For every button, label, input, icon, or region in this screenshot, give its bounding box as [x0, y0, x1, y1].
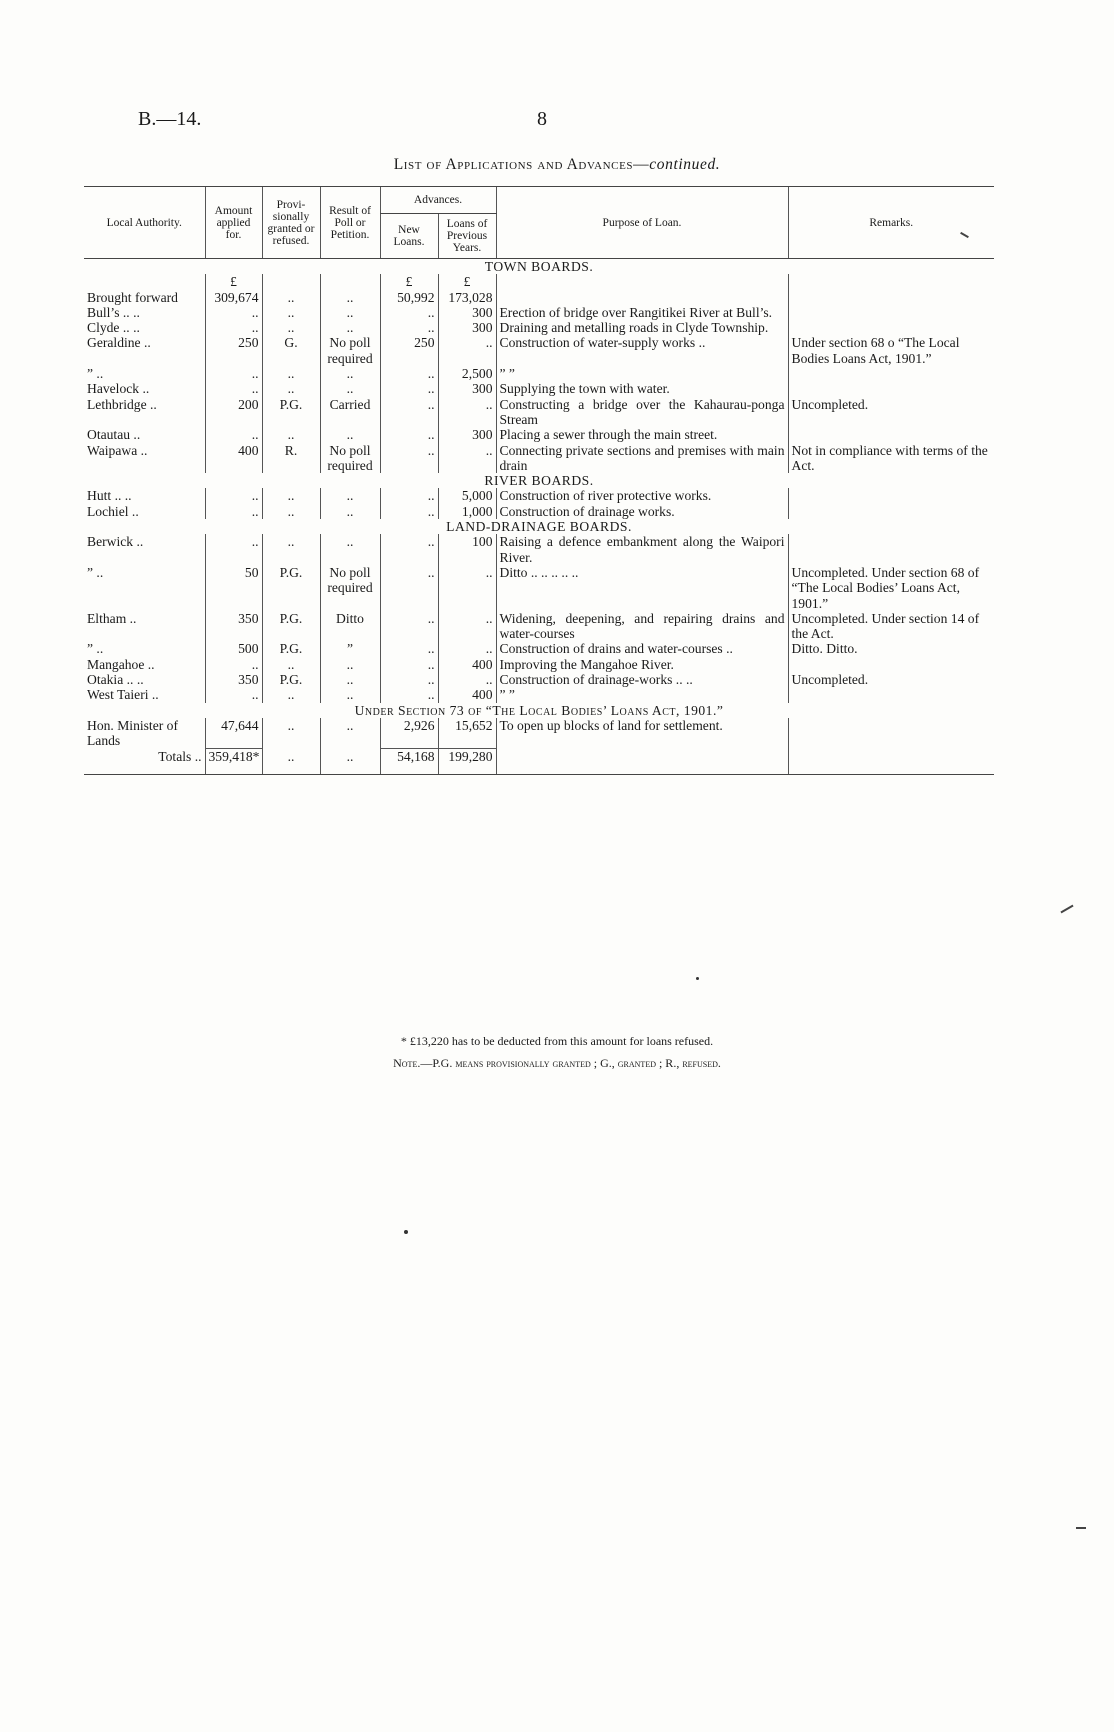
cell-amount: .. — [205, 366, 262, 381]
cell-authority: Lethbridge .. — [87, 396, 157, 412]
cell-result: .. — [320, 381, 380, 396]
margin-mark — [1060, 905, 1073, 914]
town-rows-item — [84, 443, 994, 474]
cell-authority: Lochiel .. — [87, 503, 139, 519]
cell-result: .. — [320, 657, 380, 672]
land-rows-item — [84, 641, 994, 656]
cell-purpose: Ditto .. .. .. .. .. — [496, 565, 788, 611]
list-title — [0, 156, 1114, 174]
cell-amount: 350 — [205, 611, 262, 642]
cell-prov: .. — [262, 381, 320, 396]
section-land-drainage: LAND-DRAINAGE BOARDS. — [446, 519, 632, 535]
land-drainage-section — [84, 519, 994, 534]
cell-new: .. — [380, 397, 438, 428]
town-rows-item — [84, 381, 994, 396]
cell-authority: Totals .. — [158, 748, 202, 764]
cell-result: Ditto — [320, 611, 380, 642]
cell-amount: .. — [205, 534, 262, 565]
cell-new: .. — [380, 641, 438, 656]
cell-prov: .. — [262, 488, 320, 503]
cell-result: .. — [320, 290, 380, 305]
cell-purpose: Construction of drainage-works .. .. — [496, 672, 788, 687]
cell-amount: .. — [205, 305, 262, 320]
cell-authority: Bull’s .. .. — [87, 304, 140, 320]
land-rows-item — [84, 657, 994, 672]
cell-prov: P.G. — [262, 641, 320, 656]
cell-prov: P.G. — [262, 611, 320, 642]
cell-prov: .. — [262, 504, 320, 519]
totals-row-item — [84, 749, 994, 765]
cell-new: .. — [380, 565, 438, 611]
cell-authority: Otakia .. .. — [87, 672, 144, 688]
cell-remarks — [788, 657, 994, 672]
cell-prev: .. — [438, 672, 496, 687]
header-remarks: Remarks. — [788, 187, 994, 259]
cell-new: .. — [380, 366, 438, 381]
header-result: Result of Poll or Petition. — [320, 187, 380, 259]
minister-rows — [84, 718, 994, 749]
cell-remarks: Uncompleted. Under section 68 of “The Local Bodies’ Loans Act, 1901.” — [788, 565, 994, 611]
cell-new: .. — [380, 320, 438, 335]
cell-prev: .. — [438, 443, 496, 474]
cell-new: .. — [380, 427, 438, 442]
town-rows-item — [84, 335, 994, 366]
cell-result: No poll required — [320, 443, 380, 474]
currency-prev: £ — [438, 274, 496, 289]
cell-purpose: To open up blocks of land for settlement. — [496, 718, 788, 749]
cell-amount: .. — [205, 657, 262, 672]
cell-remarks — [788, 381, 994, 396]
cell-new: .. — [380, 534, 438, 565]
section-under-73: Under Section 73 of “The Local Bodies’ Loans Act, 1901.” — [354, 702, 724, 718]
cell-prov: G. — [262, 335, 320, 366]
cell-remarks — [788, 290, 994, 305]
cell-purpose: Supplying the town with water. — [496, 381, 788, 396]
header-new-loans: New Loans. — [380, 214, 438, 259]
cell-prov: .. — [262, 718, 320, 749]
cell-new: .. — [380, 488, 438, 503]
cell-prev: 5,000 — [438, 488, 496, 503]
cell-result: ” — [320, 641, 380, 656]
cell-remarks: Uncompleted. — [788, 672, 994, 687]
cell-remarks: Not in compliance with terms of the Act. — [788, 443, 994, 474]
cell-prov: P.G. — [262, 672, 320, 687]
cell-prev: 100 — [438, 534, 496, 565]
cell-prev: .. — [438, 565, 496, 611]
footnote-note: Note.—P.G. means provisionally granted ; G., granted ; R., refused. — [393, 1056, 721, 1070]
cell-remarks — [788, 320, 994, 335]
cell-result: .. — [320, 320, 380, 335]
currency-amount: £ — [205, 274, 262, 289]
cell-prev: 1,000 — [438, 504, 496, 519]
cell-purpose: ” ” — [496, 366, 788, 381]
river-rows-item — [84, 488, 994, 503]
cell-remarks — [788, 504, 994, 519]
cell-amount: 309,674 — [205, 290, 262, 305]
cell-prov: .. — [262, 290, 320, 305]
cell-authority: Clyde .. .. — [87, 320, 140, 336]
currency-new: £ — [380, 274, 438, 289]
cell-amount: .. — [205, 504, 262, 519]
cell-purpose: Construction of drains and water-courses .. — [496, 641, 788, 656]
cell-purpose — [496, 749, 788, 765]
cell-remarks: Uncompleted. Under section 14 of the Act. — [788, 611, 994, 642]
cell-amount: .. — [205, 320, 262, 335]
cell-authority: Geraldine .. — [87, 335, 151, 351]
cell-amount: 400 — [205, 443, 262, 474]
cell-new: 54,168 — [380, 749, 438, 765]
cell-new: .. — [380, 381, 438, 396]
cell-new: 50,992 — [380, 290, 438, 305]
cell-prev: 173,028 — [438, 290, 496, 305]
cell-authority: Brought forward — [87, 289, 178, 305]
cell-prov: .. — [262, 687, 320, 702]
cell-authority: Waipawa .. — [87, 442, 148, 458]
cell-result: .. — [320, 672, 380, 687]
cell-prov: .. — [262, 320, 320, 335]
page-number: 8 — [537, 108, 547, 130]
cell-result: .. — [320, 305, 380, 320]
cell-authority: Berwick .. — [87, 534, 144, 550]
cell-prov: .. — [262, 749, 320, 765]
cell-prev: 300 — [438, 381, 496, 396]
cell-amount: 359,418* — [205, 749, 262, 765]
cell-purpose: ” ” — [496, 687, 788, 702]
cell-remarks: Ditto. Ditto. — [788, 641, 994, 656]
list-title-italic: continued. — [649, 156, 721, 173]
cell-purpose: Draining and metalling roads in Clyde Township. — [496, 320, 788, 335]
cell-prov: .. — [262, 534, 320, 565]
cell-result: .. — [320, 427, 380, 442]
town-rows — [84, 290, 994, 474]
cell-purpose: Raising a defence embankment along the Waipori River. — [496, 534, 788, 565]
cell-authority: West Taieri .. — [87, 687, 159, 703]
cell-amount: .. — [205, 488, 262, 503]
cell-authority: Eltham .. — [87, 610, 137, 626]
cell-prev: 300 — [438, 427, 496, 442]
cell-remarks: Uncompleted. — [788, 397, 994, 428]
cell-new: 250 — [380, 335, 438, 366]
cell-remarks — [788, 749, 994, 765]
cell-purpose: Constructing a bridge over the Kahaurau-ponga Stream — [496, 397, 788, 428]
under-section-73 — [84, 703, 994, 718]
cell-new: .. — [380, 687, 438, 702]
cell-prev: 300 — [438, 320, 496, 335]
section-river-boards: RIVER BOARDS. — [484, 473, 594, 489]
cell-amount: 250 — [205, 335, 262, 366]
cell-purpose: Placing a sewer through the main street. — [496, 427, 788, 442]
cell-authority: ” .. — [87, 564, 104, 580]
cell-result: No poll required — [320, 565, 380, 611]
page-code: B.—14. — [138, 108, 202, 130]
section-town-boards: TOWN BOARDS. — [484, 259, 594, 274]
town-rows-item — [84, 397, 994, 428]
land-rows-item — [84, 687, 994, 702]
cell-authority: Hutt .. .. — [87, 488, 132, 504]
cell-prev: 400 — [438, 687, 496, 702]
page-header — [0, 108, 1114, 138]
cell-authority: Hon. Minister of Lands — [87, 717, 178, 749]
cell-result: .. — [320, 366, 380, 381]
cell-result: No poll required — [320, 335, 380, 366]
cell-authority: ” .. — [87, 366, 104, 382]
cell-prov: .. — [262, 427, 320, 442]
town-rows-item — [84, 320, 994, 335]
stray-mark — [404, 1230, 408, 1234]
river-rows-item — [84, 504, 994, 519]
cell-new: .. — [380, 305, 438, 320]
cell-new: .. — [380, 657, 438, 672]
cell-prev: 2,500 — [438, 366, 496, 381]
cell-result: .. — [320, 488, 380, 503]
cell-amount: .. — [205, 427, 262, 442]
cell-result: .. — [320, 534, 380, 565]
cell-prov: P.G. — [262, 565, 320, 611]
cell-prov: .. — [262, 305, 320, 320]
cell-amount: .. — [205, 381, 262, 396]
cell-amount: 50 — [205, 565, 262, 611]
cell-purpose — [496, 290, 788, 305]
header-provisional: Provi- sionally granted or refused. — [262, 187, 320, 259]
cell-result: Carried — [320, 397, 380, 428]
cell-result: .. — [320, 504, 380, 519]
cell-remarks: Under section 68 o “The Local Bodies Loans Act, 1901.” — [788, 335, 994, 366]
cell-prov: .. — [262, 366, 320, 381]
land-rows-item — [84, 672, 994, 687]
cell-result: .. — [320, 687, 380, 702]
cell-purpose: Erection of bridge over Rangitikei River at Bull’s. — [496, 305, 788, 320]
cell-remarks — [788, 718, 994, 749]
cell-prov: R. — [262, 443, 320, 474]
currency-row — [84, 274, 994, 289]
cell-new: 2,926 — [380, 718, 438, 749]
header-loans-previous: Loans of Previous Years. — [438, 214, 496, 259]
cell-amount: .. — [205, 687, 262, 702]
cell-prev: .. — [438, 611, 496, 642]
cell-result: .. — [320, 718, 380, 749]
margin-mark — [1076, 1527, 1086, 1529]
cell-prev: 199,280 — [438, 749, 496, 765]
cell-remarks — [788, 488, 994, 503]
footnote-deduction: * £13,220 has to be deducted from this amount for loans refused. — [400, 1034, 714, 1048]
cell-authority: Otautau .. — [87, 427, 141, 443]
cell-purpose: Improving the Mangahoe River. — [496, 657, 788, 672]
cell-authority: ” .. — [87, 641, 104, 657]
cell-remarks — [788, 534, 994, 565]
cell-remarks — [788, 305, 994, 320]
cell-authority: Mangahoe .. — [87, 656, 155, 672]
cell-purpose: Construction of water-supply works .. — [496, 335, 788, 366]
cell-amount: 47,644 — [205, 718, 262, 749]
cell-prev: 15,652 — [438, 718, 496, 749]
stray-mark — [696, 977, 699, 980]
header-advances: Advances. — [380, 187, 496, 214]
header-purpose: Purpose of Loan. — [496, 187, 788, 259]
totals-rows — [84, 749, 994, 775]
cell-prev: .. — [438, 335, 496, 366]
cell-prev: .. — [438, 641, 496, 656]
cell-purpose: Connecting private sections and premises with main drain — [496, 443, 788, 474]
cell-authority: Havelock .. — [87, 381, 150, 397]
header-amount: Amount applied for. — [205, 187, 262, 259]
town-rows-item — [84, 305, 994, 320]
header-local-authority: Local Authority. — [84, 187, 205, 259]
cell-prev: .. — [438, 397, 496, 428]
town-rows-item — [84, 427, 994, 442]
cell-purpose: Widening, deepening, and repairing drains and water-courses — [496, 611, 788, 642]
cell-amount: 500 — [205, 641, 262, 656]
town-boards-section — [84, 259, 994, 290]
minister-row-item — [84, 718, 994, 749]
cell-purpose: Construction of drainage works. — [496, 504, 788, 519]
land-rows — [84, 534, 994, 702]
cell-new: .. — [380, 504, 438, 519]
cell-prov: .. — [262, 657, 320, 672]
land-rows-item — [84, 534, 994, 565]
cell-prev: 300 — [438, 305, 496, 320]
cell-remarks — [788, 427, 994, 442]
cell-remarks — [788, 366, 994, 381]
cell-new: .. — [380, 443, 438, 474]
cell-prov: P.G. — [262, 397, 320, 428]
applications-table — [84, 186, 994, 775]
river-rows — [84, 488, 994, 519]
cell-amount: 200 — [205, 397, 262, 428]
cell-amount: 350 — [205, 672, 262, 687]
cell-result: .. — [320, 749, 380, 765]
list-title-text: List of Applications and Advances— — [393, 156, 650, 173]
land-rows-item — [84, 611, 994, 642]
cell-new: .. — [380, 611, 438, 642]
land-rows-item — [84, 565, 994, 611]
cell-prev: 400 — [438, 657, 496, 672]
cell-purpose: Construction of river protective works. — [496, 488, 788, 503]
town-rows-item — [84, 290, 994, 305]
river-boards-section — [84, 473, 994, 488]
cell-new: .. — [380, 672, 438, 687]
table-bottom-rule — [84, 764, 994, 775]
cell-remarks — [788, 687, 994, 702]
town-rows-item — [84, 366, 994, 381]
